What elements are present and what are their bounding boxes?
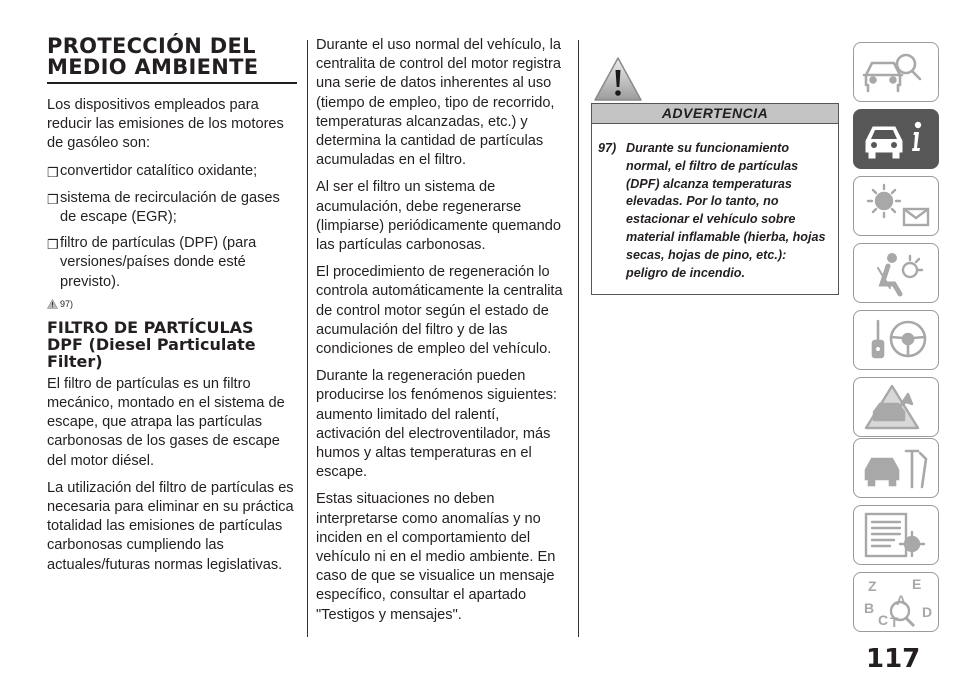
roadside-emergency-icon — [860, 382, 934, 434]
list-item — [47, 234, 297, 292]
warning-box — [591, 40, 839, 295]
warning-reference[interactable] — [47, 299, 297, 309]
section-heading — [47, 36, 297, 78]
middle-column — [316, 36, 566, 633]
paragraph: Durante la regeneración pueden producirse los fenómenos siguientes: aumento limitado del ralentí, activación del electroventilador, más humos y altas temperaturas en el escape. — [316, 368, 557, 481]
car-search-icon — [860, 47, 934, 99]
page-number: 117 — [866, 644, 921, 674]
left-column — [47, 0, 297, 583]
tab-airbag-safety[interactable] — [853, 243, 939, 303]
column-divider — [307, 40, 308, 637]
warning-lights-icon — [860, 181, 934, 233]
subheading-line2: DPF (Diesel Particulate — [47, 334, 256, 354]
tab-steering-key[interactable] — [853, 310, 939, 370]
tab-maintenance[interactable] — [853, 438, 939, 498]
subsection-heading — [47, 319, 297, 370]
index-letter: Z — [868, 578, 877, 594]
subheading-line1: FILTRO DE PARTÍCULAS — [47, 317, 254, 337]
warning-number: 97) — [598, 141, 617, 155]
paragraph: Estas situaciones no deben interpretarse como anomalías y no inciden en el comportamiento del vehículo ni en el medio ambiente. En caso de que se visualice un mensaje específico, consultar el apartado "Testigos y mensajes". — [316, 491, 556, 623]
list-item-text: filtro de partículas (DPF) (para versiones/países donde esté previsto). — [60, 235, 257, 290]
list-item — [47, 162, 297, 182]
tab-warning-lights[interactable] — [853, 176, 939, 236]
index-letter: E — [912, 577, 922, 592]
tab-car-search[interactable] — [853, 42, 939, 102]
tab-alphabetical-index[interactable] — [853, 572, 939, 632]
paragraph: La utilización del filtro de partículas es necesaria para eliminar en su práctica totalidad las emisiones de partículas carbonosas cumpliendo las actuales/futuras normas legislativas. — [47, 479, 294, 573]
list-item-text: convertidor catalítico oxidante; — [60, 162, 258, 179]
warning-reference-number: 97) — [60, 298, 74, 309]
index-letter: D — [922, 604, 933, 620]
checkbox-bullet-icon: ❒ — [47, 164, 59, 180]
paragraph: Durante el uso normal del vehículo, la centralita de control del motor registra una serie de datos inherentes al uso (tiempo de empleo, tipo de recorrido, temperaturas alcanzadas, etc.) y determina la cantidad de partículas acumuladas en el filtro. — [316, 37, 561, 169]
index-letter: T — [890, 614, 899, 629]
subheading-line3: Filter) — [47, 351, 103, 371]
section-heading-line1: PROTECCIÓN DEL — [47, 34, 256, 58]
car-maintenance-tools-icon — [860, 443, 934, 495]
car-info-icon — [860, 114, 934, 166]
warning-title: ADVERTENCIA — [591, 103, 839, 124]
tab-technical-data[interactable] — [853, 505, 939, 565]
tab-car-info[interactable] — [853, 109, 939, 169]
section-heading-line2: MEDIO AMBIENTE — [47, 55, 259, 79]
technical-data-icon — [860, 510, 934, 562]
checkbox-bullet-icon: ❒ — [47, 191, 59, 207]
checkbox-bullet-icon: ❒ — [47, 237, 59, 253]
warning-triangle-icon — [593, 56, 643, 102]
warning-triangle-icon — [47, 299, 58, 309]
heading-underline — [47, 82, 297, 84]
warning-item — [598, 140, 830, 282]
tab-roadside-emergency[interactable] — [853, 377, 939, 437]
alphabetical-index-icon — [860, 577, 934, 629]
index-letter: B — [864, 600, 875, 616]
warning-content — [591, 124, 839, 295]
paragraph: El filtro de partículas es un filtro mecánico, montado en el sistema de escape, que atrapa las partículas carbonosas de los gases de escape del motor diésel. — [47, 375, 285, 469]
list-item — [47, 189, 297, 227]
index-letter: C — [878, 612, 889, 628]
paragraph: Al ser el filtro un sistema de acumulación, debe regenerarse (limpiarse) periódicamente quemando las partículas carbonosas. — [316, 179, 561, 254]
intro-paragraph: Los dispositivos empleados para reducir las emisiones de los motores de gasóleo son: — [47, 97, 284, 152]
index-letter: A — [896, 592, 907, 608]
airbag-safety-icon — [860, 248, 934, 300]
list-item-text: sistema de recirculación de gases de escape (EGR); — [60, 189, 280, 226]
column-divider — [578, 40, 579, 637]
warning-text: Durante su funcionamiento normal, el filtro de partículas (DPF) alcanza temperaturas elevadas. Por lo tanto, no estacionar el vehículo sobre material inflamable (hierba, hojas secas, hojas de pino, etc.): peligro de incendio. — [626, 141, 826, 280]
steering-wheel-key-icon — [860, 315, 934, 367]
paragraph: El procedimiento de regeneración lo controla automáticamente la centralita de control motor según el estado de acumulación del filtro y de las condiciones de empleo del vehículo. — [316, 264, 563, 358]
